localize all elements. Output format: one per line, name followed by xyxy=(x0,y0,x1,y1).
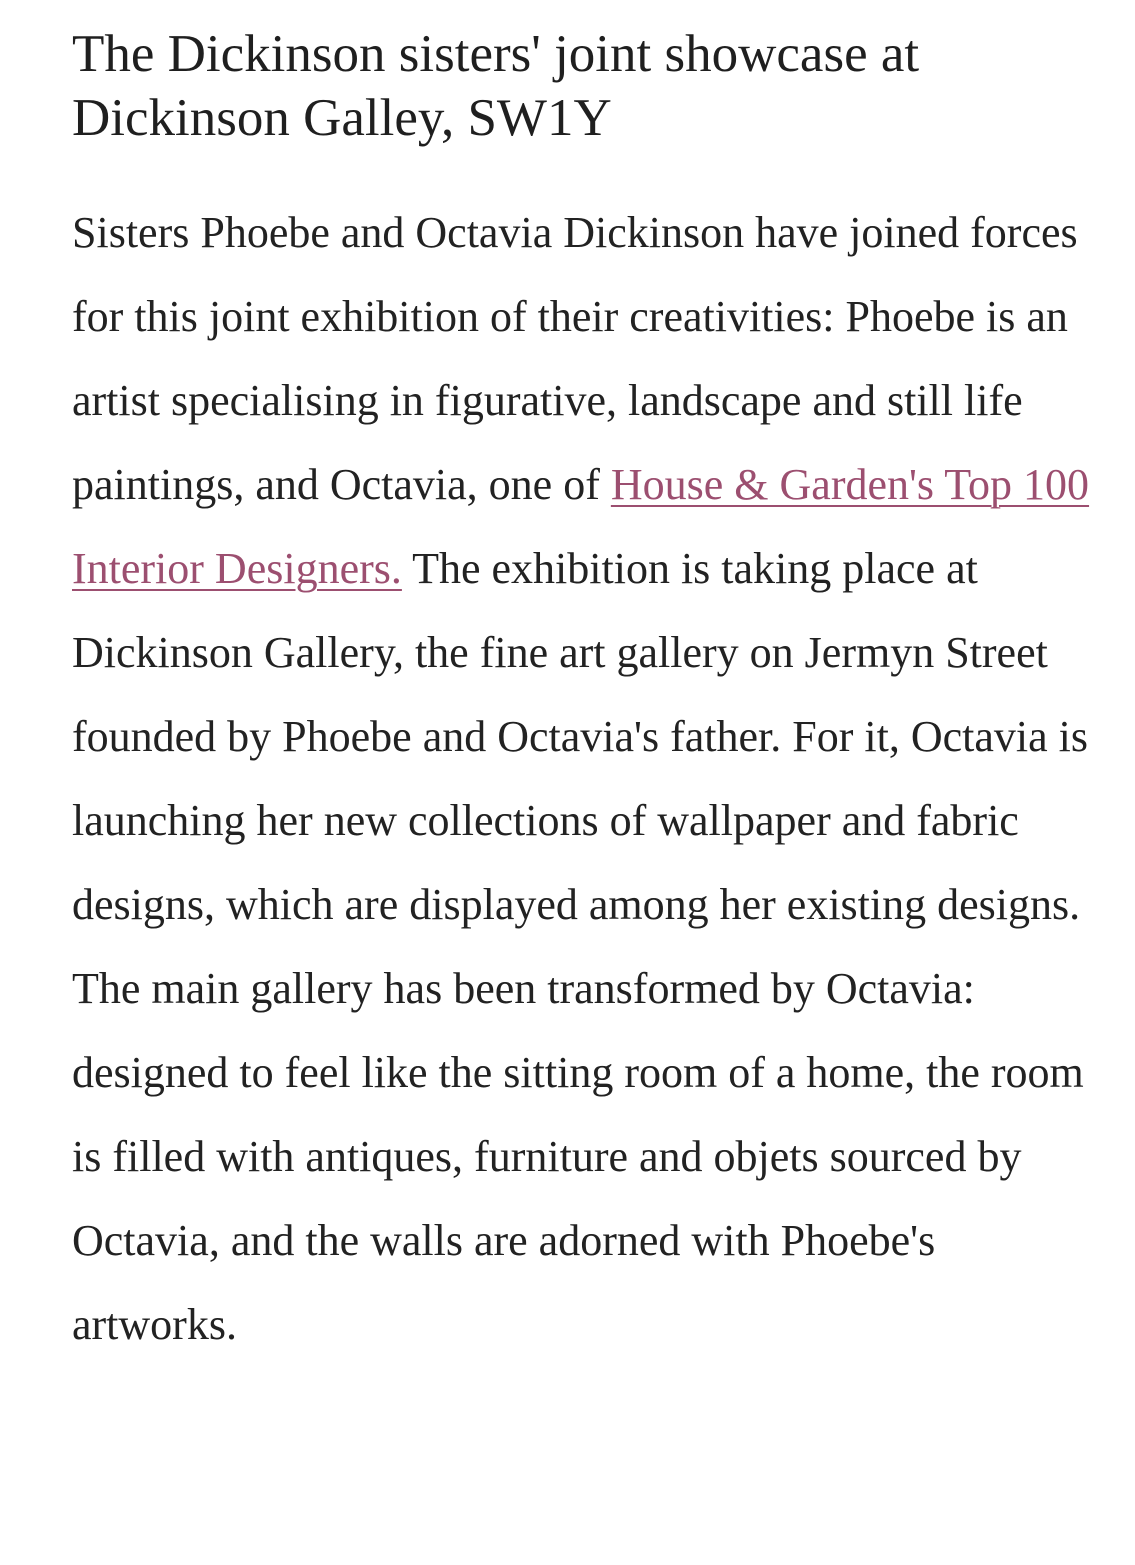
paragraph-text-end: The exhibition is taking place at Dickinson Gallery, the fine art gallery on Jermyn Street founded by Phoebe and Octavia's father. For it, Octavia is launching her new collections of wallpaper and fabric designs, which are displayed among her existing designs. The main gallery has been transformed by Octavia: designed to feel like the sitting room of a home, the room is filled with antiques, furniture and objets sourced by Octavia, and the walls are adorned with Phoebe's artworks. xyxy=(72,544,1088,1349)
top-100-interior-designers-link[interactable]: House & Garden's Top 100 Interior Designers. xyxy=(72,460,1090,593)
paragraph-text-start: Sisters Phoebe and Octavia Dickinson have joined forces for this joint exhibition of their creativities: Phoebe is an artist specialising in figurative, landscape and still life paintings, and Octavia, one of xyxy=(72,208,1078,509)
article-title: The Dickinson sisters' joint showcase at Dickinson Galley, SW1Y xyxy=(72,25,920,147)
article xyxy=(72,22,1102,1367)
article-paragraph xyxy=(72,191,1102,1367)
